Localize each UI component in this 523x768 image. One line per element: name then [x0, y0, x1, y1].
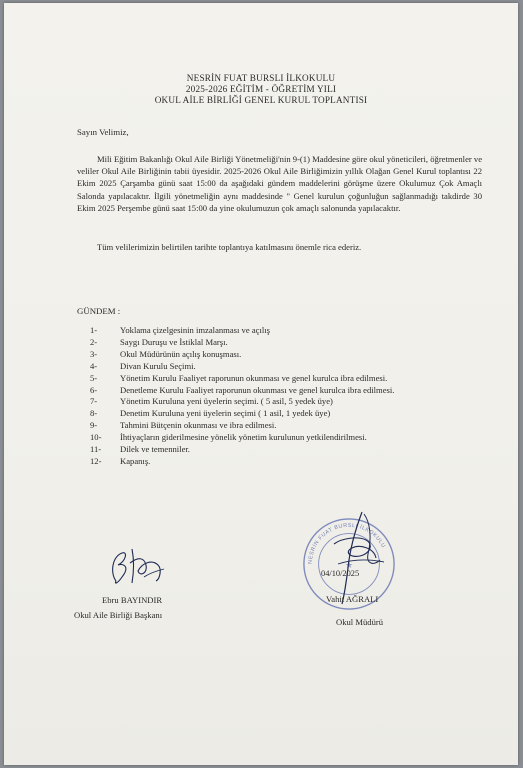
- agenda-item-text: Yönetim Kuruluna yeni üyelerin seçimi. ( 5 asil, 5 yedek üye): [120, 396, 333, 407]
- signer-right-name: Vahit AĞRALI: [326, 594, 379, 604]
- signer-left-name: Ebru BAYINDIR: [102, 595, 163, 605]
- agenda-item: [90, 396, 394, 408]
- agenda-item-number: 11-: [90, 444, 102, 455]
- agenda-item-number: 12-: [90, 455, 102, 466]
- agenda-item-text: Saygı Duruşu ve İstiklal Marşı.: [120, 336, 228, 347]
- svg-text:★: ★: [345, 559, 353, 570]
- agenda-title: GÜNDEM :: [77, 306, 121, 316]
- agenda-item: [90, 325, 394, 337]
- agenda-item: [90, 361, 394, 373]
- agenda-item-text: Okul Müdürünün açılış konuşması.: [120, 348, 242, 359]
- agenda-item-number: 10-: [90, 432, 102, 443]
- agenda-item: [90, 432, 394, 444]
- closing-paragraph: Tüm velilerimizin belirtilen tarihte toplantıya katılmasını önemle rica ederiz.: [97, 242, 362, 252]
- document-page: [4, 3, 518, 765]
- handwritten-signature-left: [104, 543, 174, 593]
- agenda-item-text: Divan Kurulu Seçimi.: [120, 360, 196, 371]
- agenda-item: [90, 456, 394, 468]
- salutation: Sayın Velimiz,: [77, 127, 129, 137]
- agenda-item-text: Yoklama çizelgesinin imzalanması ve açılış: [120, 325, 270, 335]
- agenda-item-number: 3-: [90, 348, 98, 359]
- signer-right-title: Okul Müdürü: [336, 617, 384, 627]
- agenda-item-text: Tahmini Bütçenin okunması ve ibra edilmesi.: [120, 420, 277, 431]
- school-name: NESRİN FUAT BURSLI İLKOKULU: [186, 73, 336, 83]
- agenda-item: [90, 349, 394, 361]
- agenda-item-number: 9-: [90, 420, 98, 431]
- agenda-item-text: Dilek ve temenniler.: [120, 444, 190, 455]
- agenda-item-number: 1-: [90, 325, 98, 335]
- meeting-title: OKUL AİLE BİRLİĞİ GENEL KURUL TOPLANTISI: [154, 95, 368, 105]
- agenda-item-text: Denetim Kuruluna yeni üyelerin seçimi ( 1 asil, 1 yedek üye): [120, 408, 331, 419]
- agenda-item-number: 8-: [90, 408, 98, 419]
- agenda-item-number: 4-: [90, 360, 98, 371]
- academic-year: 2025-2026 EĞİTİM - ÖĞRETİM YILI: [185, 84, 337, 94]
- agenda-item-text: Kapanış.: [120, 455, 151, 466]
- agenda-item-number: 7-: [90, 396, 98, 407]
- agenda-item-number: 5-: [90, 372, 98, 383]
- agenda-item-text: İhtiyaçların giderilmesine yönelik yönetim kurulunun yetkilendirilmesi.: [120, 432, 367, 443]
- agenda-item: [90, 373, 394, 385]
- agenda-item: [90, 444, 394, 456]
- agenda-item-text: Denetleme Kurulu Faaliyet raporunun okunması ve genel kurulca ibra edilmesi.: [120, 384, 395, 395]
- agenda-item-text: Yönetim Kurulu Faaliyet raporunun okunması ve genel kurulca ibra edilmesi.: [120, 372, 388, 383]
- stamp-text: NESRİN FUAT BURSLI İLKOKULU: [307, 522, 387, 565]
- invitation-paragraph: Mili Eğitim Bakanlığı Okul Aile Birliği Yönetmeliği'nin 9-(1) Maddesine göre okul yöneticileri, öğretmenler ve veliler Okul Aile Birliğinin tabii üyesidir. 2025-2026 Okul Aile Birliğimizin yıllık Olağan Genel Kurul toplantısı 22 Ekim 2025 Çarşamba günü saat 15:00 da aşağıdaki gündem maddelerini görüşme üzere Okulumuz Çok Amaçlı Salonda yapılacaktır. İlgili yönetmeliğin aynı maddesinde " Genel kurulun çoğunluğun sağlanmadığı takdirde 30 Ekim 2025 Perşembe günü saat 15:00 da yine okulumuzun çok amaçlı salonunda yapılacaktır.: [77, 154, 483, 213]
- agenda-item: [90, 420, 394, 432]
- agenda-item: [90, 408, 394, 420]
- signer-left-title: Okul Aile Birliği Başkanı: [74, 610, 163, 620]
- agenda-item: [90, 337, 394, 349]
- agenda-item-number: 6-: [90, 384, 98, 395]
- agenda-list: [90, 325, 394, 468]
- signature-date: 04/10/2025: [321, 569, 360, 578]
- agenda-item-number: 2-: [90, 336, 98, 347]
- agenda-item: [90, 385, 394, 397]
